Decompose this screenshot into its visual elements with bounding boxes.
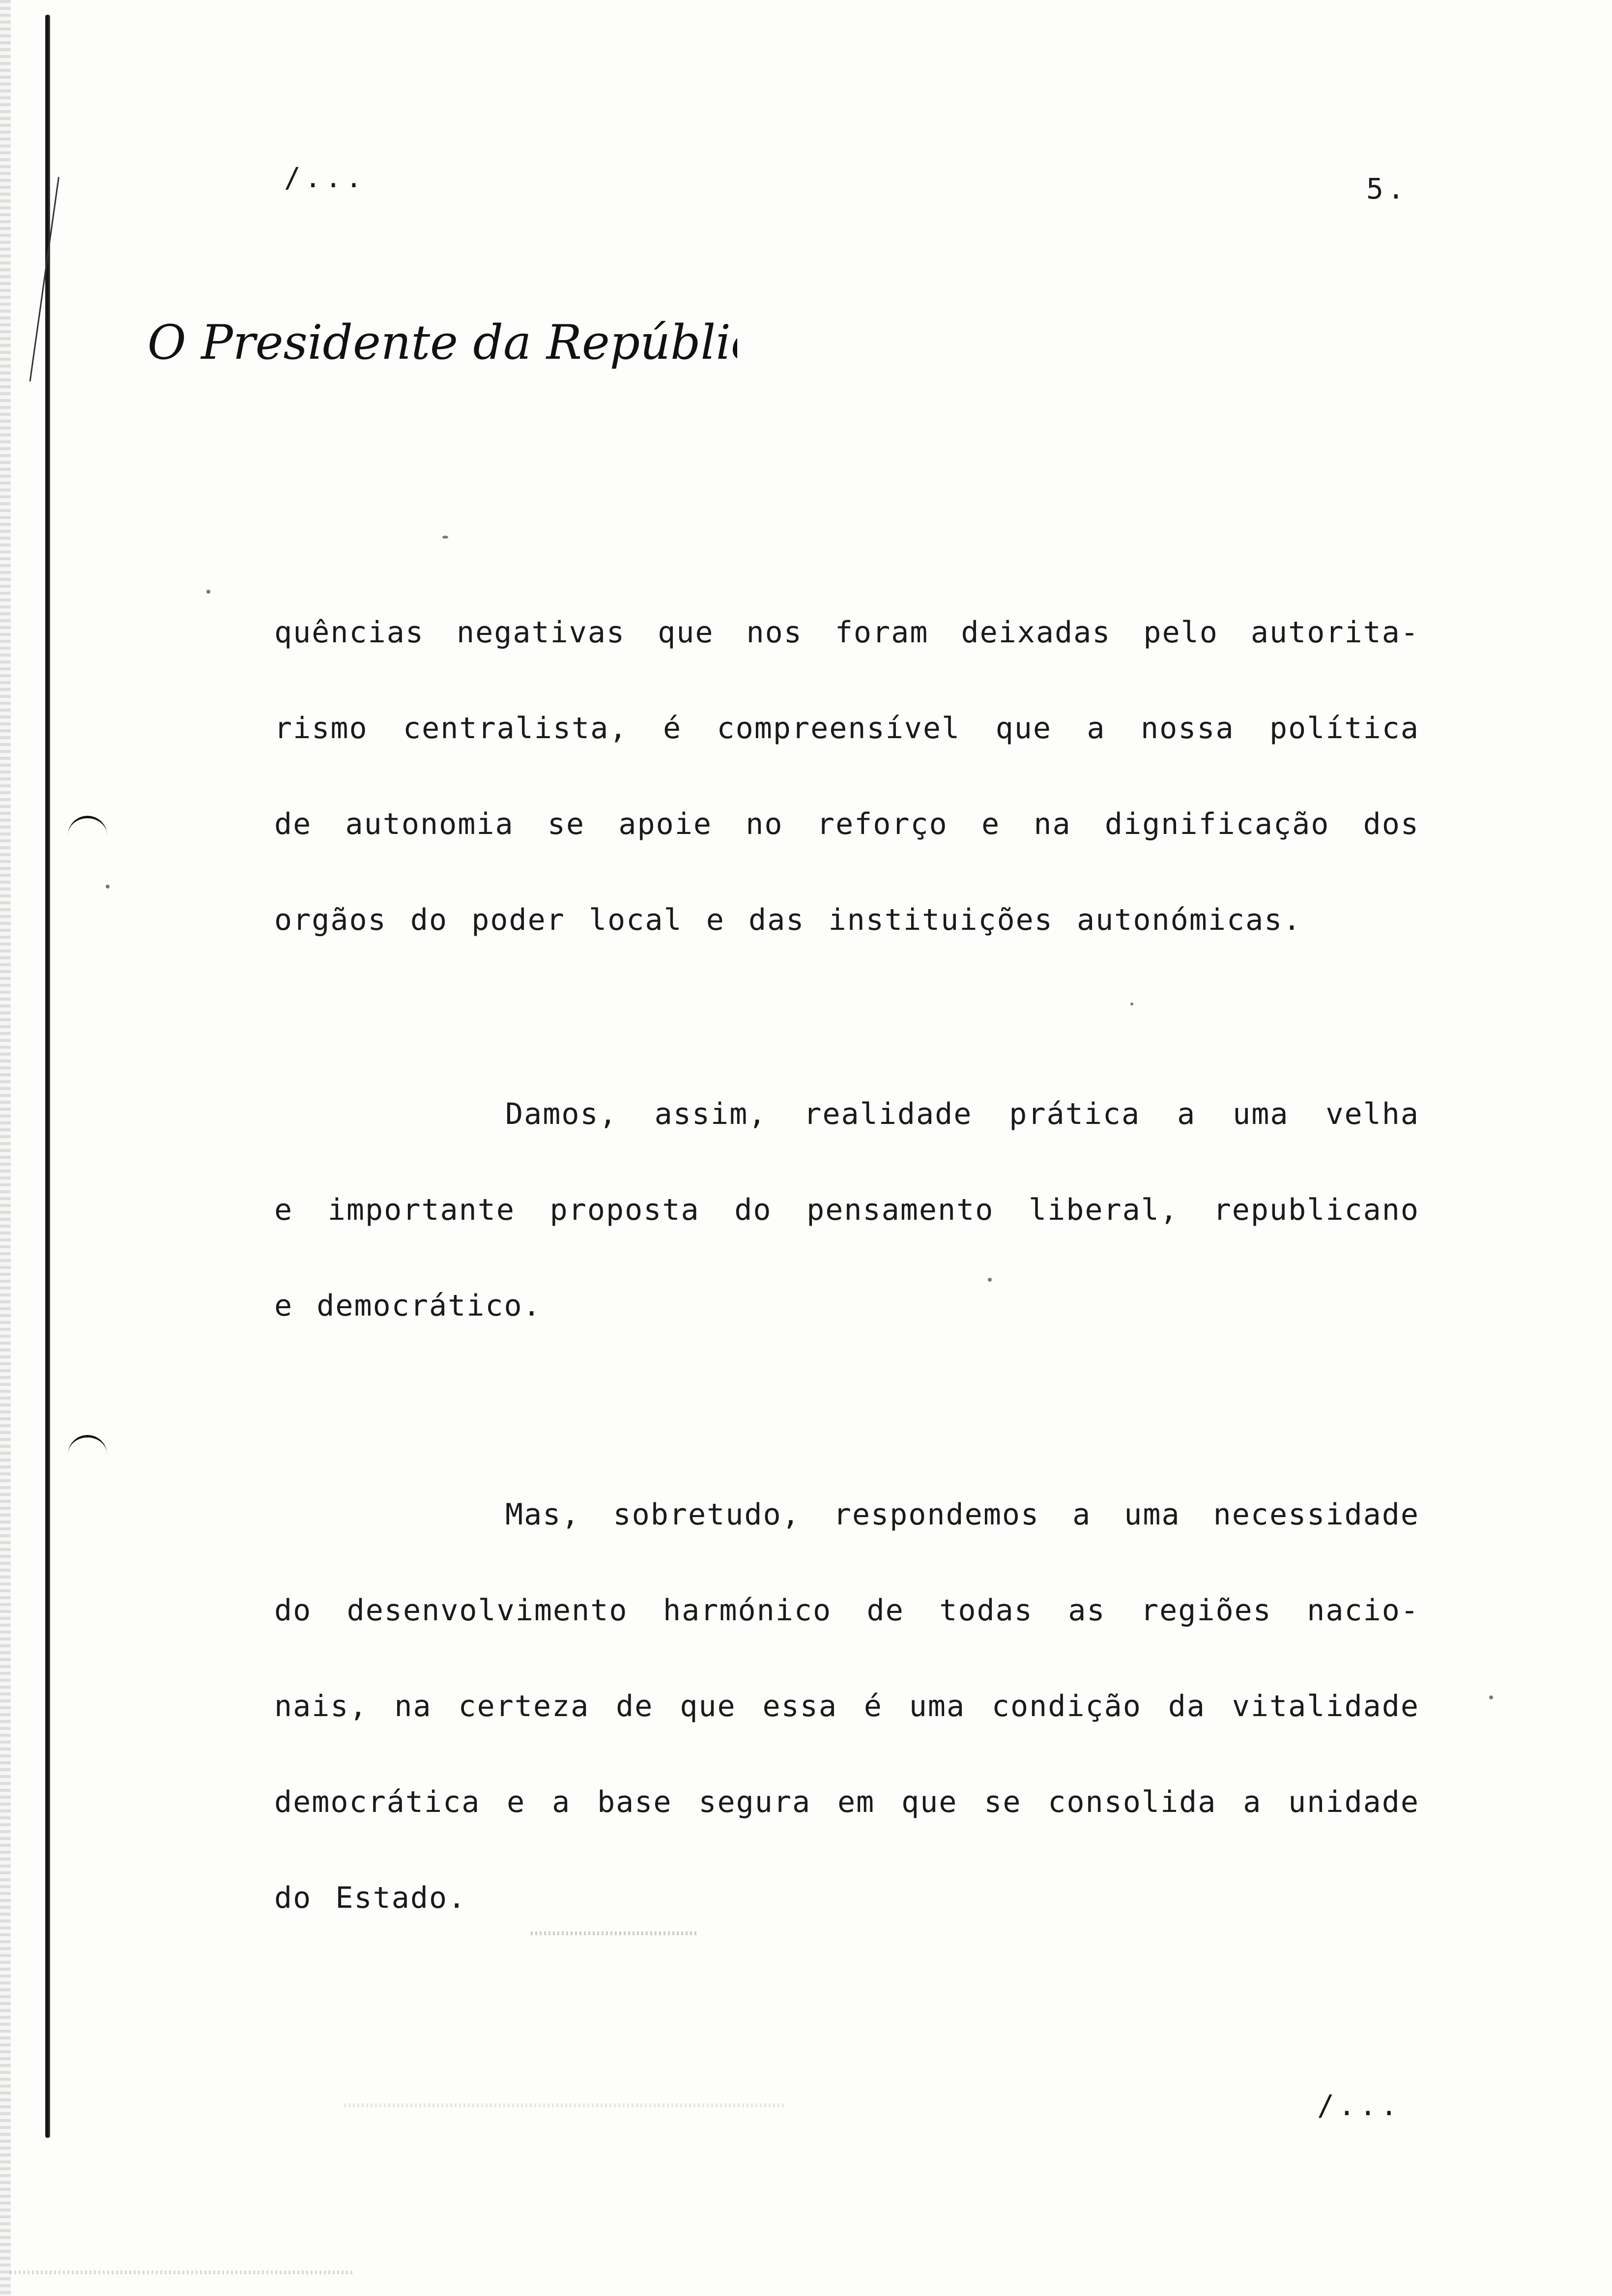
scan-speck xyxy=(1489,1695,1493,1699)
scan-speck xyxy=(988,1278,992,1282)
paragraph-3 xyxy=(274,1467,1419,1946)
punch-hole-mark-lower xyxy=(68,1435,107,1467)
text-line: de autonomia se apoie no reforço e na dignificação dos xyxy=(274,807,1419,841)
text-line: Mas, sobretudo, respondemos a uma necessidade xyxy=(505,1497,1419,1532)
text-line: nais, na certeza de que essa é uma condição da vitalidade xyxy=(274,1689,1419,1723)
continuation-mark-top: /... xyxy=(284,162,366,194)
letterhead-script-title xyxy=(147,305,737,383)
scan-smudge xyxy=(531,1931,698,1935)
text-line: orgãos do poder local e das instituições autonómicas. xyxy=(274,903,1302,937)
letterhead-title: O Presidente da República xyxy=(147,315,737,370)
punch-hole-mark-upper xyxy=(68,816,107,848)
scan-speck xyxy=(106,885,110,889)
text-line: Damos, assim, realidade prática a uma velha xyxy=(505,1097,1419,1131)
scan-smudge xyxy=(10,2270,354,2274)
text-line: e importante proposta do pensamento liberal, republicano xyxy=(274,1193,1419,1227)
body-text xyxy=(274,585,1419,1946)
paragraph-1 xyxy=(274,585,1419,968)
scan-speck xyxy=(442,536,448,539)
text-line: do Estado. xyxy=(274,1881,467,1915)
text-line: rismo centralista, é compreensível que a nossa política xyxy=(274,711,1419,746)
paragraph-2 xyxy=(274,1066,1419,1354)
scan-smudge xyxy=(344,2103,786,2107)
binding-edge xyxy=(0,0,11,2296)
text-line: democrática e a base segura em que se consolida a unidade xyxy=(274,1785,1419,1819)
text-line: quências negativas que nos foram deixadas pelo autorita- xyxy=(274,615,1419,650)
binding-margin-line xyxy=(45,15,50,2138)
scan-speck xyxy=(206,590,210,594)
margin-pen-stroke xyxy=(29,177,59,381)
continuation-mark-bottom: /... xyxy=(1317,2089,1402,2122)
scan-speck xyxy=(1130,1003,1133,1005)
page-number: 5. xyxy=(1366,172,1409,205)
text-line: e democrático. xyxy=(274,1289,542,1323)
letterhead xyxy=(147,305,737,383)
text-line: do desenvolvimento harmónico de todas as regiões nacio- xyxy=(274,1593,1419,1628)
